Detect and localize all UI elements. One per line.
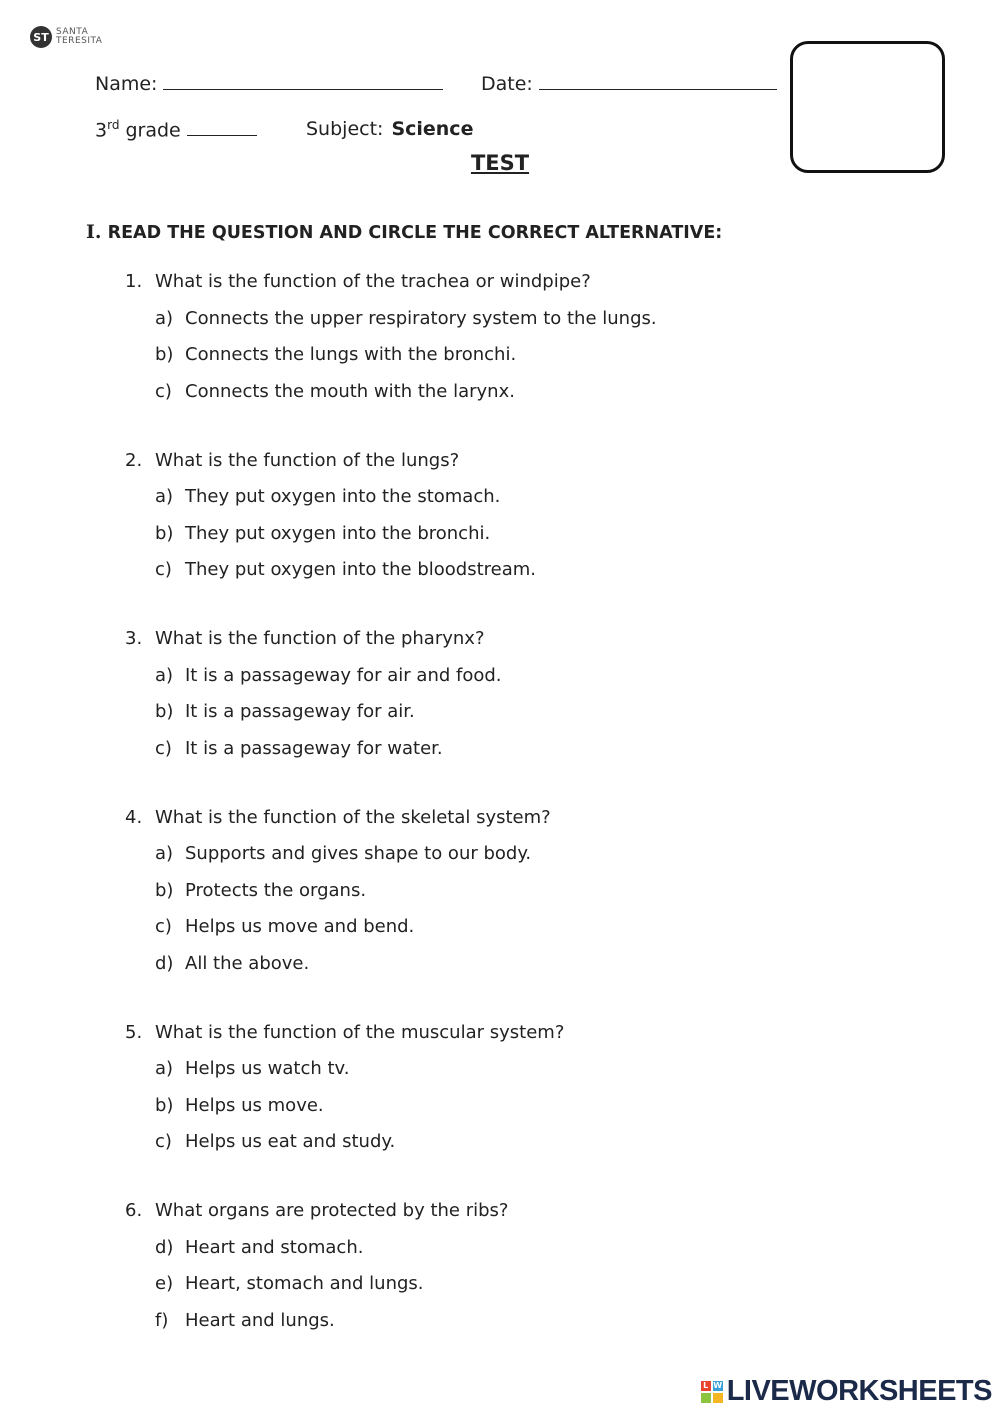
option-letter: c) <box>155 380 172 402</box>
question-2 <box>125 447 985 593</box>
question-text: What is the function of the muscular system? <box>155 1021 565 1043</box>
option-text: Supports and gives shape to our body. <box>185 843 532 864</box>
question-number: 3. <box>125 628 143 649</box>
answer-option[interactable] <box>125 483 985 520</box>
grade-field <box>95 118 257 141</box>
option-letter: b) <box>155 522 174 544</box>
option-text: Helps us watch tv. <box>185 1058 350 1079</box>
option-letter: c) <box>155 559 172 580</box>
option-letter: e) <box>155 1273 174 1294</box>
school-logo <box>30 26 118 48</box>
section-number: I. <box>86 221 102 243</box>
question-4 <box>125 804 985 987</box>
option-text: Helps us move. <box>185 1094 324 1116</box>
name-field <box>95 73 443 95</box>
grade-suffix: rd <box>107 118 120 132</box>
answer-option[interactable] <box>125 950 985 987</box>
icon-square: W <box>713 1380 723 1390</box>
answer-option[interactable] <box>125 877 985 914</box>
subject-label: Subject: <box>306 118 384 140</box>
option-text: Connects the lungs with the bronchi. <box>185 344 517 365</box>
answer-option[interactable] <box>125 698 985 735</box>
option-letter: c) <box>155 1131 172 1152</box>
option-text: They put oxygen into the stomach. <box>185 486 501 507</box>
option-text: It is a passageway for water. <box>185 737 443 759</box>
question-row <box>125 447 985 484</box>
question-text: What organs are protected by the ribs? <box>155 1200 509 1221</box>
brand-text: LIVEWORKSHEETS <box>726 1375 992 1407</box>
grade-label: grade <box>125 119 181 142</box>
answer-option[interactable] <box>125 840 985 877</box>
question-row <box>125 1197 985 1234</box>
question-number: 2. <box>125 449 143 471</box>
question-6 <box>125 1197 985 1343</box>
question-number: 4. <box>125 806 143 828</box>
answer-option[interactable] <box>125 1055 985 1092</box>
option-text: Helps us eat and study. <box>185 1131 396 1152</box>
option-letter: b) <box>155 1094 174 1116</box>
option-letter: a) <box>155 843 174 864</box>
answer-option[interactable] <box>125 913 985 950</box>
option-letter: f) <box>155 1309 169 1331</box>
question-5 <box>125 1019 985 1165</box>
option-text: They put oxygen into the bloodstream. <box>185 559 536 580</box>
option-letter: c) <box>155 916 172 937</box>
option-text: It is a passageway for air. <box>185 701 415 722</box>
option-letter: b) <box>155 344 174 365</box>
section-heading <box>86 221 722 243</box>
logo-text: SANTA TERESITA <box>56 27 103 46</box>
question-3 <box>125 625 985 771</box>
answer-option[interactable] <box>125 735 985 772</box>
option-text: Heart, stomach and lungs. <box>185 1273 424 1294</box>
option-letter: a) <box>155 1058 174 1079</box>
question-row <box>125 1019 985 1056</box>
liveworksheets-icon <box>701 1381 723 1403</box>
option-letter: a) <box>155 486 174 507</box>
question-row <box>125 268 985 305</box>
option-letter: b) <box>155 701 174 722</box>
answer-option[interactable] <box>125 305 985 342</box>
subject-value: Science <box>391 118 474 140</box>
answer-option[interactable] <box>125 1307 985 1344</box>
option-text: Heart and stomach. <box>185 1236 364 1258</box>
grade-prefix: 3 <box>95 119 108 142</box>
answer-option[interactable] <box>125 1128 985 1165</box>
answer-option[interactable] <box>125 1092 985 1129</box>
date-label: Date: <box>481 73 533 95</box>
grade-blank-line[interactable] <box>187 134 257 136</box>
question-text: What is the function of the lungs? <box>155 449 460 471</box>
icon-square <box>701 1393 711 1403</box>
option-text: Connects the upper respiratory system to the lungs. <box>185 307 657 329</box>
question-list <box>125 268 985 1376</box>
option-letter: a) <box>155 664 174 686</box>
question-row <box>125 625 985 662</box>
page-title: TEST <box>470 151 530 175</box>
option-text: Helps us move and bend. <box>185 916 415 937</box>
answer-option[interactable] <box>125 520 985 557</box>
name-blank-line[interactable] <box>163 88 443 90</box>
question-number: 5. <box>125 1021 143 1043</box>
logo-mark: ST <box>30 26 52 48</box>
option-text: Protects the organs. <box>185 879 367 901</box>
question-number: 6. <box>125 1200 143 1221</box>
option-text: All the above. <box>185 952 310 974</box>
question-number: 1. <box>125 271 143 292</box>
icon-square <box>713 1393 723 1403</box>
option-letter: d) <box>155 952 174 974</box>
section-instruction: READ THE QUESTION AND CIRCLE THE CORRECT ALTERNATIVE: <box>107 223 723 243</box>
option-letter: b) <box>155 879 174 901</box>
option-text: It is a passageway for air and food. <box>185 664 502 686</box>
answer-option[interactable] <box>125 1270 985 1307</box>
option-letter: d) <box>155 1236 174 1258</box>
option-letter: c) <box>155 737 172 759</box>
question-text: What is the function of the trachea or windpipe? <box>155 271 591 292</box>
question-text: What is the function of the skeletal system? <box>155 806 551 828</box>
date-blank-line[interactable] <box>539 88 777 90</box>
question-1 <box>125 268 985 414</box>
liveworksheets-brand <box>701 1375 992 1408</box>
subject-field <box>306 118 473 140</box>
date-field <box>481 73 777 95</box>
answer-option[interactable] <box>125 1234 985 1271</box>
answer-option[interactable] <box>125 378 985 415</box>
question-text: What is the function of the pharynx? <box>155 628 485 649</box>
answer-option[interactable] <box>125 556 985 593</box>
option-text: Heart and lungs. <box>185 1309 335 1331</box>
icon-square: L <box>701 1381 711 1391</box>
option-letter: a) <box>155 307 174 329</box>
name-label: Name: <box>95 73 158 95</box>
answer-option[interactable] <box>125 341 985 378</box>
option-text: Connects the mouth with the larynx. <box>185 380 515 402</box>
answer-option[interactable] <box>125 662 985 699</box>
option-text: They put oxygen into the bronchi. <box>185 522 491 544</box>
question-row <box>125 804 985 841</box>
